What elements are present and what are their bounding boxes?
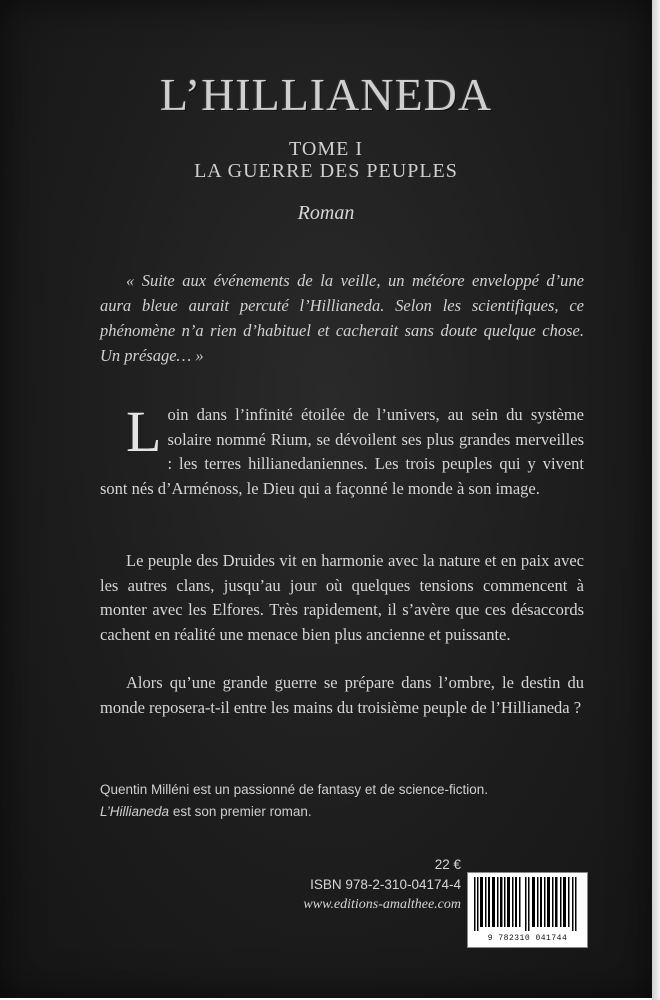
publisher-website: www.editions-amalthee.com: [303, 897, 461, 912]
synopsis-paragraph-2: Le peuple des Druides vit en harmonie avec la nature et en paix avec les autres clans, jusqu’au jour où quelques tensions commencent à monter avec les Elfores. Très rapidement, il s’avère que ces désaccords cachent en réalité une menace bien plus ancienne et puissante.: [100, 551, 584, 644]
page-edge: [652, 0, 660, 1000]
tome-number: TOME I: [289, 138, 363, 160]
synopsis-paragraph-1-text: oin dans l’infinité étoilée de l’univers, au sein du système solaire nommé Rium, se dévoilent ses plus grandes merveilles : les terres hillianedaniennes. Les trois peuples qui y vivent sont nés d’Arménoss, le Dieu qui a façonné le monde à son image.: [100, 405, 584, 498]
isbn: ISBN 978-2-310-04174-4: [310, 877, 461, 892]
synopsis-paragraph-3: Alors qu’une grande guerre se prépare dans l’ombre, le destin du monde reposera-t-il entre les mains du troisième peuple de l’Hillianeda ?: [100, 673, 584, 717]
genre-label: Roman: [297, 202, 355, 224]
drop-cap: L: [126, 399, 162, 464]
book-title: L’HILLIANEDA: [159, 69, 493, 120]
synopsis-paragraph-1: [100, 399, 584, 501]
author-bio-line-1: Quentin Milléni est un passionné de fantasy et de science-fiction.: [100, 782, 488, 797]
author-bio: [100, 779, 584, 823]
barcode: [467, 872, 588, 948]
teaser-quote: « Suite aux événements de la veille, un météore enveloppé d’une aura bleue aurait percuté l’Hillianeda. Selon les scientifiques, ce phénomène n’a rien d’habituel et cacherait sans doute quelque chose. Un présage… »: [100, 271, 584, 365]
price: 22 €: [434, 857, 461, 872]
author-bio-line-2: est son premier roman.: [169, 804, 312, 819]
barcode-bars-icon: [472, 877, 583, 931]
book-subtitle: LA GUERRE DES PEUPLES: [194, 160, 458, 182]
barcode-digits: 9 782310 041744: [487, 934, 568, 943]
author-bio-book-name: L’Hillianeda: [100, 804, 170, 819]
